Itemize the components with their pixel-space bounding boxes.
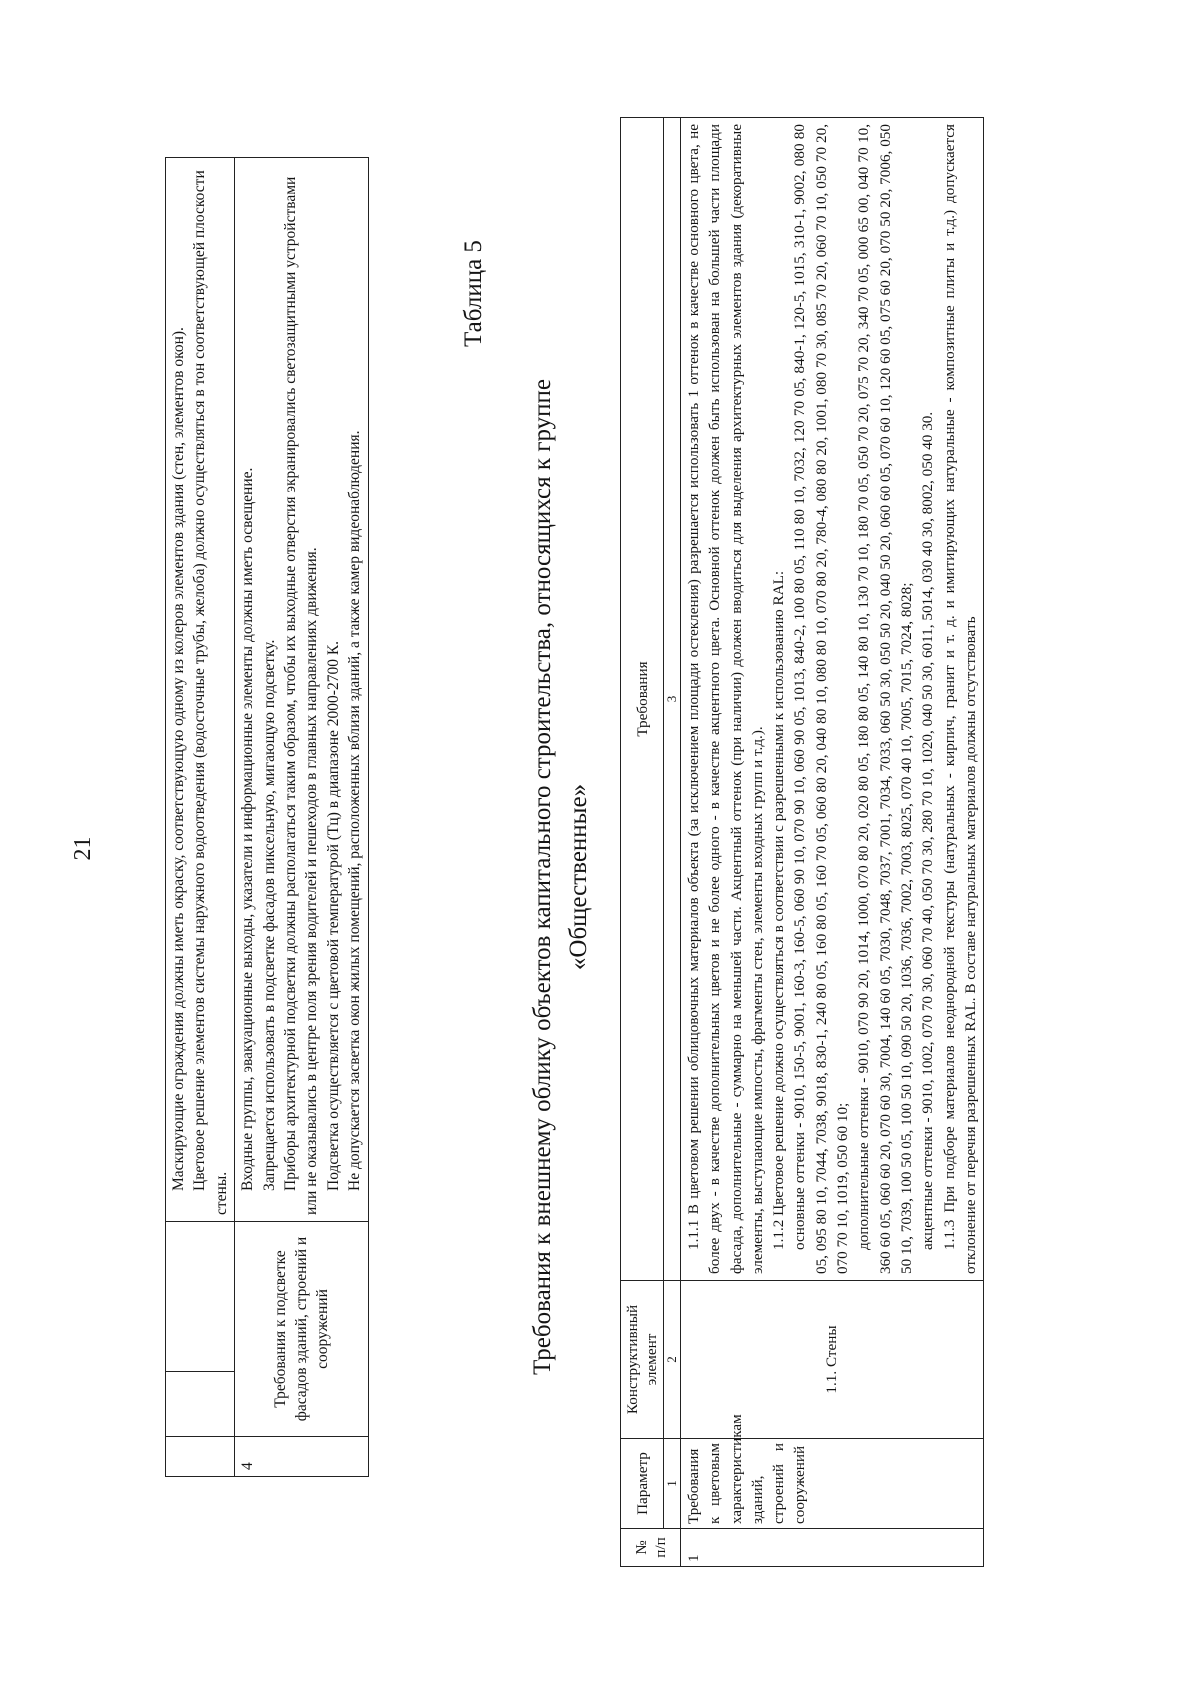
column-number: 3 <box>664 118 681 1281</box>
element-cell <box>166 1222 235 1372</box>
row-number-cell: 4 <box>235 1437 368 1477</box>
requirement-line: Цветовое решение элементов системы наружного водоотведения (водосточные трубы, желоба) должно осуществляться в тон соответствующей плоскости стены. <box>191 170 230 1215</box>
table-title: Требования к внешнему облику объектов капитального строительства, относящихся к группе «Общественные» <box>529 378 592 1376</box>
param-cell <box>166 1372 235 1437</box>
requirements-cell <box>235 158 368 1222</box>
column-number: 1 <box>664 1439 681 1529</box>
requirement-line: Маскирующие ограждения должны иметь окраску, соответствующую одному из колеров элементов здания (стен, элементов окон). <box>170 327 187 1191</box>
requirement-line: Запрещается использовать в подсветке фасадов пиксельную, мигающую подсветку. <box>260 639 278 1191</box>
table-row <box>166 158 235 1477</box>
element-cell: 1.1. Стены <box>681 1281 984 1439</box>
header-param: Параметр <box>621 1439 664 1529</box>
header-requirements: Требования <box>621 118 664 1281</box>
table-row <box>681 118 984 1567</box>
requirement-line: Приборы архитектурной подсветки должны располагаться таким образом, чтобы их выходные отверстия экранировались светозащитными устройствами или не оказывались в центре поля зрения водителей и пешеходов в главных направлениях движения. <box>282 176 321 1215</box>
header-no: № п/п <box>621 1529 681 1567</box>
requirement-paragraph: основные оттенки - 9010, 150-5, 9001, 160-3, 160-5, 060 90 10, 070 90 10, 060 90 05, 1013, 840-2, 100 80 05, 110 80 10, 7032, 120 70 05, 840-1, 120-5, 1015, 310-1, 9002, 080 80 05, 095 80 10, 7044, 7038, 9018, 830-1, 240 80 05, 160 80 05, 160 70 05, 060 80 20, 040 80 10, 080 80 10, 070 80 20, 780-4, 080 80 20, 1001, 080 70 30, 085 70 20, 060 70 10, 050 70 20, 070 70 10, 1019, 050 60 10; <box>791 124 852 1274</box>
column-number: 2 <box>664 1281 681 1439</box>
page-number: 21 <box>70 836 96 861</box>
requirement-paragraph: 1.1.3 При подборе материалов неоднородной текстуры (натуральных - кирпич, гранит и т. д. и имитирующих натуральные - композитные плиты и т.д.) допускается отклонение от перечня разрешенных RAL. В составе натуральных материалов должны отсутствовать <box>940 124 979 1274</box>
requirement-line: Не допускается засветка окон жилых помещений, расположенных вблизи зданий, а также камер видеонаблюдения. <box>346 430 364 1191</box>
requirements-cell <box>166 158 235 1222</box>
table-5 <box>620 117 984 1567</box>
element-cell: Требования к подсветке фасадов зданий, строений и сооружений <box>235 1222 368 1437</box>
requirement-paragraph: 1.1.1 В цветовом решении облицовочных материалов объекта (за исключением площади остекления) разрешается использовать 1 оттенок в качестве основного цвета, не более двух - в качестве дополнительных цветов и не более одного - в качестве акцентного цвета. Основной оттенок должен быть использован на большей части площади фасада, дополнительные - суммарно на меньшей части. Акцентный оттенок (при наличии) должен вводиться для выделения архитектурных элементов здания (декоративные элементы, выступающие импосты, фрагменты стен, элементы входных групп и т.д.). <box>685 124 766 1274</box>
row-number-cell: 1 <box>681 1529 984 1567</box>
requirement-line: Подсветка осуществляется с цветовой температурой (Тц) в диапазоне 2000-2700 К. <box>324 640 342 1191</box>
param-cell: Требования к цветовым характеристикам зданий, строений и сооружений <box>681 1439 984 1529</box>
table-caption: Таблица 5 <box>460 240 487 347</box>
requirement-line: Входные группы, эвакуационные выходы, указатели и информационные элементы должны иметь освещение. <box>239 467 257 1191</box>
table-header-row <box>621 118 664 1567</box>
table-4-continuation <box>165 157 369 1477</box>
row-number-cell <box>166 1437 235 1477</box>
requirement-paragraph: дополнительные оттенки - 9010, 070 90 20, 1014, 1000, 070 80 20, 020 80 05, 180 80 05, 140 80 10, 130 70 10, 180 70 05, 050 70 20, 075 70 20, 340 70 05, 000 65 00, 040 70 10, 360 60 05, 060 60 20, 070 60 30, 7004, 140 60 05, 7030, 7048, 7037, 7001, 7034, 7033, 060 50 30, 050 50 20, 040 50 20, 060 60 05, 070 60 10, 120 60 05, 075 60 20, 070 50 20, 7006, 050 50 10, 7039, 100 50 05, 100 50 10, 090 50 20, 1036, 7036, 7002, 7003, 8025, 070 40 10, 7005, 7015, 7024, 8028; <box>855 124 915 1274</box>
table-row <box>235 158 368 1477</box>
requirements-cell <box>681 118 984 1281</box>
header-element: Конструктивный элемент <box>621 1281 664 1439</box>
requirement-paragraph: акцентные оттенки - 9010, 1002, 070 70 30, 060 70 40, 050 70 30, 280 70 10, 1020, 040 50 30, 6011, 5014, 030 40 30, 8002, 050 40 30. <box>919 411 937 1250</box>
requirement-paragraph: 1.1.2 Цветовое решение должно осуществляться в соответствии с разрешенными к использованию RAL: <box>770 570 788 1250</box>
column-numbers-row <box>664 118 681 1567</box>
